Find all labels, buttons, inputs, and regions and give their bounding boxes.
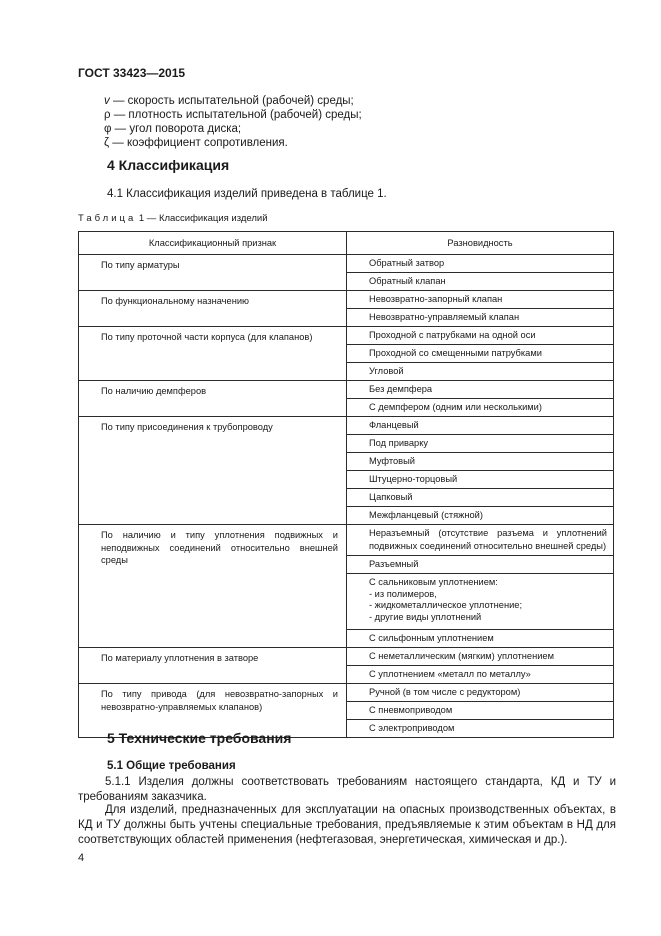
section-5-1-heading: 5.1 Общие требования xyxy=(107,760,236,772)
sign-cell: По типу проточной части корпуса (для клапанов) xyxy=(79,327,347,381)
sign-cell: По наличию демпферов xyxy=(79,381,347,417)
variety-cell-multiline xyxy=(347,574,614,630)
page-number: 4 xyxy=(78,852,85,864)
variety-line: - другие виды уплотнений xyxy=(369,611,482,622)
col-header-variety: Разновидность xyxy=(347,232,614,255)
definition-density: ρ — плотность испытательной (рабочей) среды; xyxy=(104,109,362,121)
section-5-1-1-continued: Для изделий, предназначенных для эксплуатации на опасных производственных объектах, в КД и ТУ должны быть учтены специальные требования, предъявляемые к этим объектам в НД для соответствующих областей применения (нефтегазовая, энергетическая, химическая и др.). xyxy=(78,804,616,846)
definition-resistance: ζ — коэффициент сопротивления. xyxy=(104,137,288,149)
sign-cell: По наличию и типу уплотнения подвижных и неподвижных соединений относительно внешней среды xyxy=(79,525,347,648)
section-4-1-text: 4.1 Классификация изделий приведена в таблице 1. xyxy=(107,188,387,200)
variety-cell: Фланцевый xyxy=(347,417,614,435)
document-header: ГОСТ 33423—2015 xyxy=(78,66,186,80)
section-5-heading: 5 Технические требования xyxy=(107,730,292,746)
sign-cell: По типу присоединения к трубопроводу xyxy=(79,417,347,525)
variety-line: - жидкометаллическое уплотнение; xyxy=(369,600,523,610)
table-row xyxy=(79,327,614,345)
variety-cell: С демпфером (одним или несколькими) xyxy=(347,399,614,417)
variety-cell: Межфланцевый (стяжной) xyxy=(347,507,614,525)
variety-cell: Цапковый xyxy=(347,489,614,507)
classification-table xyxy=(78,231,614,738)
variety-cell: Обратный клапан xyxy=(347,273,614,291)
variety-cell: С уплотнением «металл по металлу» xyxy=(347,666,614,684)
variety-cell: Штуцерно-торцовый xyxy=(347,471,614,489)
sign-cell: По типу арматуры xyxy=(79,255,347,291)
variety-cell: Ручной (в том числе с редуктором) xyxy=(347,684,614,702)
variety-cell: Проходной с патрубками на одной оси xyxy=(347,327,614,345)
variety-cell: Неразъемный (отсутствие разъема и уплотнений подвижных соединений относительно внешней среды) xyxy=(347,525,614,556)
table-row xyxy=(79,381,614,399)
variety-cell: Невозвратно-запорный клапан xyxy=(347,291,614,309)
table-header-row xyxy=(79,232,614,255)
sign-cell: По типу привода (для невозвратно-запорных и невозвратно-управляемых клапанов) xyxy=(79,684,347,738)
definition-angle: φ — угол поворота диска; xyxy=(104,123,242,135)
table-row xyxy=(79,648,614,666)
variety-cell: С сильфонным уплотнением xyxy=(347,630,614,648)
col-header-sign: Классификационный признак xyxy=(79,232,347,255)
table-caption: Таблица 1 — Классификация изделий xyxy=(78,213,268,224)
variety-cell: Без демпфера xyxy=(347,381,614,399)
variety-cell: С неметаллическим (мягким) уплотнением xyxy=(347,648,614,666)
section-5-1-1-text: 5.1.1 Изделия должны соответствовать требованиям настоящего стандарта, КД и ТУ и требованиям заказчика. xyxy=(78,776,616,803)
table-row xyxy=(79,684,614,702)
table-row xyxy=(79,417,614,435)
table-row xyxy=(79,291,614,309)
variety-cell: Невозвратно-управляемый клапан xyxy=(347,309,614,327)
variety-cell: Угловой xyxy=(347,363,614,381)
variety-cell: Под приварку xyxy=(347,435,614,453)
variety-cell: Разъемный xyxy=(347,556,614,574)
variety-line: С сальниковым уплотнением: xyxy=(369,577,498,587)
table-row xyxy=(79,525,614,556)
variety-cell: Обратный затвор xyxy=(347,255,614,273)
variety-cell: С электроприводом xyxy=(347,720,614,738)
section-4-heading: 4 Классификация xyxy=(107,157,230,173)
table-row xyxy=(79,255,614,273)
variety-cell: С пневмоприводом xyxy=(347,702,614,720)
variety-cell: Муфтовый xyxy=(347,453,614,471)
variety-line: - из полимеров, xyxy=(369,588,437,599)
definition-velocity: v — скорость испытательной (рабочей) среды; xyxy=(104,95,354,107)
sign-cell: По материалу уплотнения в затворе xyxy=(79,648,347,684)
sign-cell: По функциональному назначению xyxy=(79,291,347,327)
variety-cell: Проходной со смещенными патрубками xyxy=(347,345,614,363)
